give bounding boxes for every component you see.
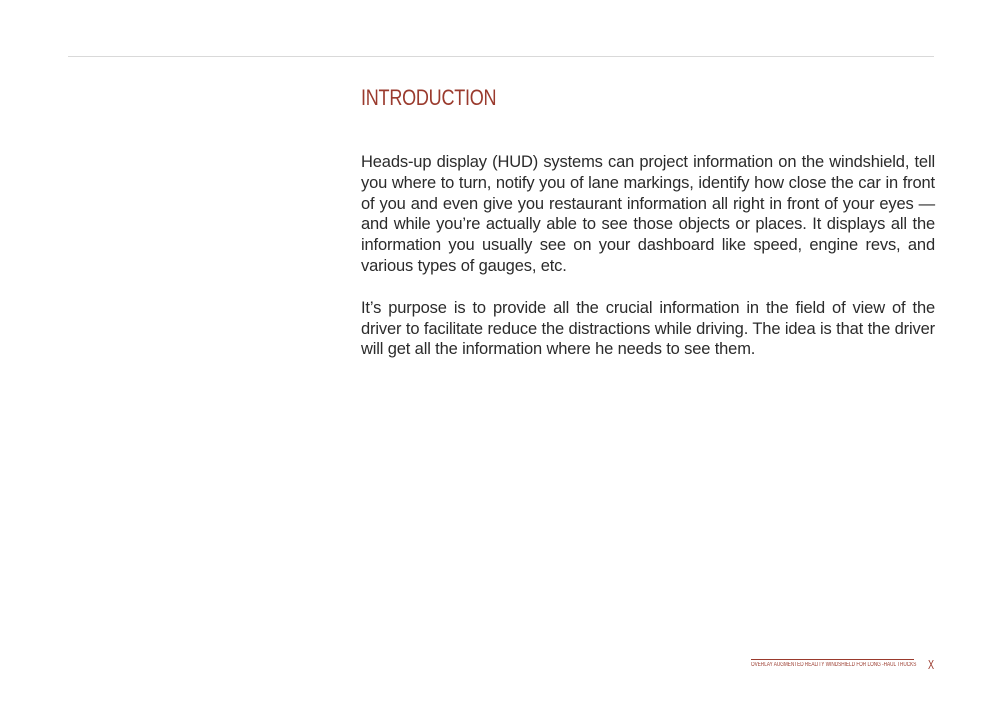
section-heading: INTRODUCTION [361,85,497,110]
footer-divider [751,659,914,660]
header-divider [68,56,934,57]
intro-paragraph-1: Heads-up display (HUD) systems can project information on the windshield, tell you where to turn, notify you of lane markings, identify how close the car in front of you and even give you restaurant information all right in front of your eyes — and while you’re actually able to see those objects or places. It displays all the information you usually see on your dashboard like speed, engine revs, and various types of gauges, etc. [361,153,935,275]
intro-paragraph-2: It’s purpose is to provide all the crucial information in the field of view of the driver to facilitate reduce the distractions while driving. The idea is that the driver will get all the information where he needs to see them. [361,298,935,359]
footer-document-title: OVERLAY AUGMENTED REALITY WINDSHIELD FOR LONG -HAUL TRUCKS [751,662,917,668]
page-footer [751,658,936,674]
page-number: X [928,657,935,672]
main-content [361,84,935,360]
